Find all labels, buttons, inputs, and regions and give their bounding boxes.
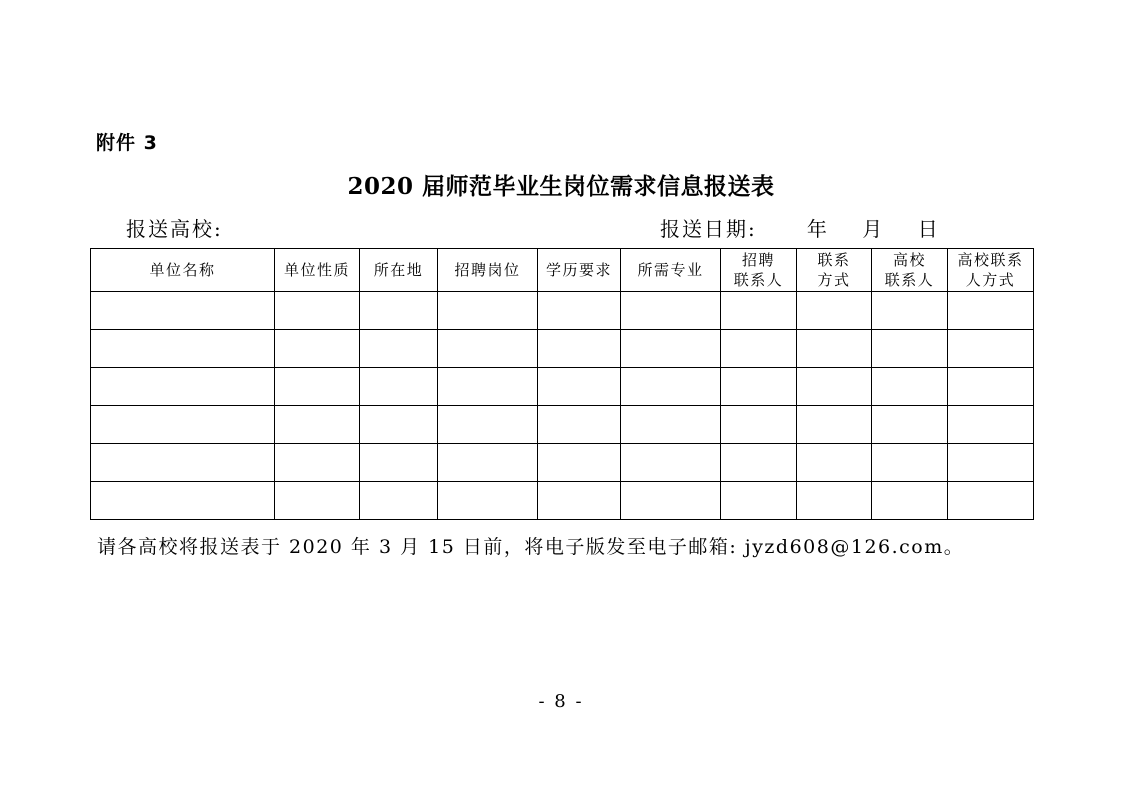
table-cell[interactable] [621, 482, 721, 520]
table-cell[interactable] [872, 482, 948, 520]
header-position: 招聘岗位 [438, 249, 538, 292]
table-cell[interactable] [621, 444, 721, 482]
table-cell[interactable] [797, 482, 872, 520]
table-cell[interactable] [275, 330, 360, 368]
header-education: 学历要求 [538, 249, 621, 292]
table-cell[interactable] [91, 482, 275, 520]
table-cell[interactable] [797, 292, 872, 330]
table-cell[interactable] [872, 292, 948, 330]
table-cell[interactable] [438, 368, 538, 406]
table-cell[interactable] [721, 444, 797, 482]
table-cell[interactable] [948, 482, 1034, 520]
table-cell[interactable] [360, 368, 438, 406]
table-cell[interactable] [360, 406, 438, 444]
table-cell[interactable] [721, 330, 797, 368]
table-cell[interactable] [91, 368, 275, 406]
table-cell[interactable] [797, 368, 872, 406]
table-cell[interactable] [721, 292, 797, 330]
table-cell[interactable] [538, 368, 621, 406]
table-cell[interactable] [797, 444, 872, 482]
table-cell[interactable] [721, 406, 797, 444]
table-header-row [91, 249, 1034, 292]
table-cell[interactable] [275, 368, 360, 406]
table-row [91, 406, 1034, 444]
table-row [91, 368, 1034, 406]
header-unit-name: 单位名称 [91, 249, 275, 292]
page-number: - 8 - [538, 691, 584, 712]
table-cell[interactable] [872, 368, 948, 406]
table-cell[interactable] [438, 482, 538, 520]
table-cell[interactable] [275, 406, 360, 444]
table-cell[interactable] [948, 330, 1034, 368]
header-contact-method: 联系 方式 [797, 249, 872, 292]
table-cell[interactable] [538, 406, 621, 444]
reporting-date-label: 报送日期: 年 月 日 [660, 217, 940, 241]
header-location: 所在地 [360, 249, 438, 292]
table-cell[interactable] [721, 368, 797, 406]
table-cell[interactable] [438, 406, 538, 444]
table-cell[interactable] [275, 444, 360, 482]
table-row [91, 482, 1034, 520]
table-cell[interactable] [438, 292, 538, 330]
table-cell[interactable] [538, 444, 621, 482]
table-cell[interactable] [621, 406, 721, 444]
document-title: 2020 届师范毕业生岗位需求信息报送表 [347, 173, 775, 200]
table-cell[interactable] [797, 406, 872, 444]
header-school-contact: 高校 联系人 [872, 249, 948, 292]
table-row [91, 292, 1034, 330]
table-cell[interactable] [948, 368, 1034, 406]
job-demand-table [90, 248, 1034, 520]
table-cell[interactable] [721, 482, 797, 520]
submission-notice: 请各高校将报送表于 2020 年 3 月 15 日前，将电子版发至电子邮箱: jyzd608@126.com。 [97, 536, 965, 558]
table-cell[interactable] [872, 444, 948, 482]
table-row [91, 330, 1034, 368]
table-cell[interactable] [948, 292, 1034, 330]
table-cell[interactable] [438, 444, 538, 482]
table-cell[interactable] [948, 406, 1034, 444]
table-row [91, 444, 1034, 482]
table-body [91, 292, 1034, 520]
table-cell[interactable] [438, 330, 538, 368]
table-cell[interactable] [360, 444, 438, 482]
table-cell[interactable] [91, 444, 275, 482]
table-cell[interactable] [360, 292, 438, 330]
table-cell[interactable] [621, 330, 721, 368]
table-cell[interactable] [872, 406, 948, 444]
table-cell[interactable] [360, 482, 438, 520]
reporting-school-label: 报送高校: [126, 217, 223, 241]
table-cell[interactable] [621, 292, 721, 330]
table-cell[interactable] [275, 482, 360, 520]
header-unit-type: 单位性质 [275, 249, 360, 292]
table-cell[interactable] [91, 406, 275, 444]
table-cell[interactable] [360, 330, 438, 368]
header-recruit-contact: 招聘 联系人 [721, 249, 797, 292]
header-school-contact-method: 高校联系 人方式 [948, 249, 1034, 292]
table-cell[interactable] [538, 482, 621, 520]
table-cell[interactable] [621, 368, 721, 406]
table-cell[interactable] [948, 444, 1034, 482]
table-cell[interactable] [797, 330, 872, 368]
table-cell[interactable] [538, 330, 621, 368]
table-cell[interactable] [538, 292, 621, 330]
table-cell[interactable] [275, 292, 360, 330]
header-major: 所需专业 [621, 249, 721, 292]
table-cell[interactable] [872, 330, 948, 368]
attachment-label: 附件 3 [96, 132, 158, 154]
table-cell[interactable] [91, 292, 275, 330]
table-cell[interactable] [91, 330, 275, 368]
